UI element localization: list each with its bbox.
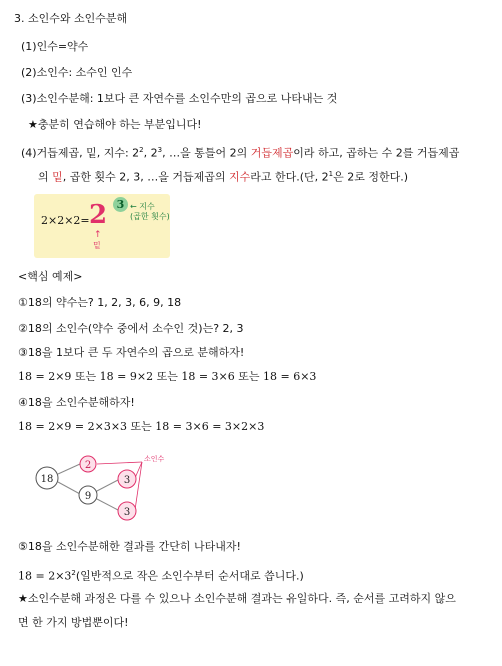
definition-power-line2: 의 밑, 곱한 횟수 2, 3, …을 거듭제곱의 지수라고 한다.(단, $2^1$은 2로 정한다.) xyxy=(38,170,409,184)
definition-prime-factor: (2)소인수: 소수인 인수 xyxy=(21,66,133,79)
power-base: 2 xyxy=(89,200,108,230)
prime-factor-label: 소인수 xyxy=(144,455,165,463)
uniqueness-note-line1: ★소인수분해 과정은 다를 수 있으나 소인수분해 결과는 유일하다. 즉, 순서를 고려하지 않으 xyxy=(18,592,456,605)
base-arrow-icon: ↑ xyxy=(94,230,102,240)
section-title: 3. 소인수와 소인수분해 xyxy=(14,12,128,25)
example-5: ⑤18을 소인수분해한 결과를 간단히 나타내자! xyxy=(18,540,241,553)
definition-factorization: (3)소인수분해: 1보다 큰 자연수를 소인수만의 곱으로 나타내는 것 xyxy=(21,92,338,105)
factor-tree-diagram xyxy=(22,448,182,530)
tree-node-root: 18 xyxy=(40,474,54,485)
tree-node-prime-3b: 3 xyxy=(123,507,131,518)
example-4-answer: 18 = 2×9 = 2×3×3 또는 18 = 3×6 = 3×2×3 xyxy=(18,420,265,433)
power-illustration xyxy=(34,194,170,258)
example-3: ③18을 1보다 큰 두 자연수의 곱으로 분해하자! xyxy=(18,346,245,359)
practice-note: ★충분히 연습해야 하는 부분입니다! xyxy=(28,118,202,131)
base-label: 밑 xyxy=(93,241,101,250)
exponent-label: ← 지수 (곱한 횟수) xyxy=(130,202,170,221)
definition-factor: (1)인수=약수 xyxy=(21,40,89,53)
tree-edge-9-3b xyxy=(95,498,118,510)
example-2: ②18의 소인수(약수 중에서 소수인 것)는? 2, 3 xyxy=(18,322,244,335)
definition-power-line1: (4)거듭제곱, 밑, 지수: $2^2$, $2^3$, …을 통틀어 2의 거듭제곱이라 하고, 곱하는 수 2를 거듭제곱 xyxy=(21,146,460,160)
tree-node-9: 9 xyxy=(84,491,92,502)
prime-pointer-line-1 xyxy=(97,462,142,464)
uniqueness-note-line2: 면 한 가지 방법뿐이다! xyxy=(18,616,129,629)
exponent-term: 지수 xyxy=(229,170,251,184)
example-4: ④18을 소인수분해하자! xyxy=(18,396,135,409)
tree-node-prime-2: 2 xyxy=(84,460,92,471)
examples-header: <핵심 예제> xyxy=(18,270,83,283)
example-1: ①18의 약수는? 1, 2, 3, 6, 9, 18 xyxy=(18,296,182,309)
tree-edge-9-3a xyxy=(95,480,118,492)
example-5-answer: $18 = 2\times 3^2$(일반적으로 작은 소인수부터 순서대로 씁니다.) xyxy=(18,569,304,583)
power-expression: 2×2×2= xyxy=(41,214,90,227)
example-3-answer: 18 = 2×9 또는 18 = 9×2 또는 18 = 3×6 또는 18 = 6×3 xyxy=(18,370,317,383)
base-term: 밑 xyxy=(52,170,63,184)
power-exponent: 3 xyxy=(113,197,128,212)
tree-node-prime-3a: 3 xyxy=(123,475,131,486)
power-term: 거듭제곱 xyxy=(250,146,294,160)
tree-edge-root-9 xyxy=(58,482,80,494)
tree-edge-root-2 xyxy=(58,464,80,474)
